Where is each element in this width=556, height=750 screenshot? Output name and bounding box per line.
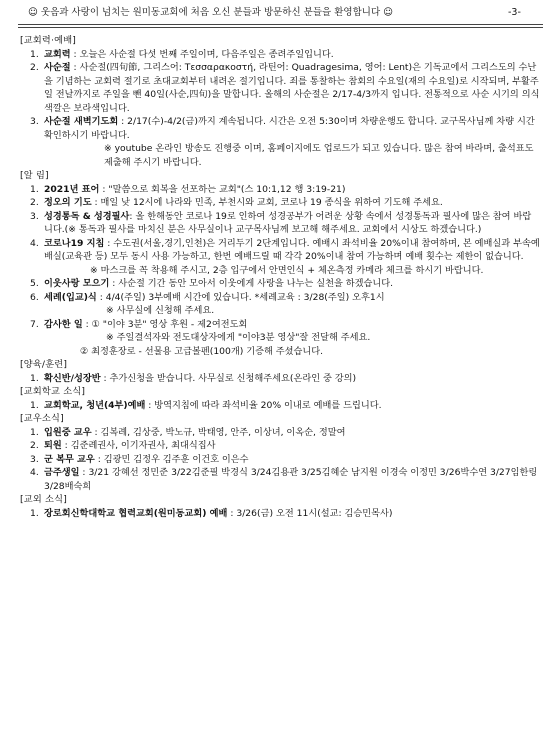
nurture-section xyxy=(20,358,540,385)
list-item xyxy=(30,210,540,237)
item-number: 2. xyxy=(30,440,39,451)
section-title: [교회력·예배] xyxy=(20,35,77,46)
item-term: 2021년 표어 xyxy=(44,183,100,195)
thanks-note: ※ 주일결석자와 전도대상자에게 "이야3분 영상"잘 전달해 주세요. xyxy=(106,332,371,343)
list-item xyxy=(30,115,540,142)
header-rule-bottom xyxy=(18,27,543,28)
page-header xyxy=(0,6,556,20)
item-number: 1. xyxy=(30,426,39,438)
item-number: 7. xyxy=(30,318,39,330)
item-text: : 매일 낮 12시에 나라와 민족, 부천시와 교회, 코로나 19 종식을 위하여 기도해 주세요. xyxy=(91,197,443,208)
item-number: 4. xyxy=(30,237,39,249)
school-section xyxy=(20,385,540,412)
list-item xyxy=(30,277,540,291)
item-number: 4. xyxy=(30,467,39,478)
list-item xyxy=(30,237,540,264)
item-term: 교회학교, 청년(4부)예배 xyxy=(44,399,146,411)
section-title: [교우소식] xyxy=(20,413,64,424)
item-number: 6. xyxy=(30,291,39,303)
section-title: [알 림] xyxy=(20,170,49,181)
list-item xyxy=(30,196,540,210)
item-number: 2. xyxy=(30,197,39,208)
item-text: : 올 한해동안 코로나 19로 인하여 성경공부가 어려운 상황 속에서 성경통독과 필사에 많은 참여 바랍니다.(※ 통독과 필사를 마치신 분은 사무실이나 교구목사님께 보고해 해주세요. 교회에서 시상도 하겠습니다.) xyxy=(44,210,532,235)
section-title: [양육/훈련] xyxy=(20,359,68,370)
item-number: 1. xyxy=(30,183,39,195)
item-term: 퇴원 xyxy=(44,440,62,451)
item-term: 입원중 교우 xyxy=(44,426,92,438)
note-text: ※ youtube 온라인 방송도 진행중 이며, 홈페이지에도 업로드가 되고 있습니다. 많은 참여 바라며, 출석표도 제출해 주시기 바랍니다. xyxy=(104,143,534,168)
item-text: : 방역지침에 따라 좌석비율 20% 이내로 예배를 드립니다. xyxy=(145,399,382,411)
item-text: : 사순절(四旬節, 그리스어: Τεσσαρακοστή, 라틴어: Quadragesima, 영어: Lent)은 기독교에서 그리스도의 수난을 기념하는 교회력 절기로 초대교회부터 내려온 절기입니다. 죄를 통찰하는 참회의 수요일(재의 수요일)로 시작되며, 부활주일 전날까지로 주일을 뺀 40일(사순,四旬)을 말합니다. 올해의 사순절은 2/17-4/3까지 입니다. 전통적으로 사순 시기의 의식 색깔은 보라색입니다. xyxy=(44,62,540,114)
item-number: 1. xyxy=(30,372,39,384)
item-term: 교회력 xyxy=(44,48,71,60)
thanks-item-2: ② 최정훈장로 - 선물용 고급볼펜(100개) 기증해 주셨습니다. xyxy=(80,345,324,357)
item-text: : 사순절 기간 동안 모아서 이웃에게 사랑을 나누는 실천을 하겠습니다. xyxy=(109,278,394,289)
covid-note: ※ 마스크를 꼭 착용해 주시고, 2층 입구에서 안면인식 + 체온측정 카메라 체크를 하시기 바랍니다. xyxy=(90,264,484,276)
item-text: : 2/17(수)-4/2(금)까지 계속됩니다. 시간은 오전 5:30이며 차량운행도 합니다. 교구목사님께 차량 시간 확인하시기 바랍니다. xyxy=(44,116,535,141)
baptism-note: ※ 사무실에 신청해 주세요. xyxy=(106,305,215,316)
item-text: : 김광민 김정우 김주훈 이건호 이은수 xyxy=(94,453,249,465)
list-item xyxy=(30,466,540,493)
item-text: : "말씀으로 회복을 선포하는 교회"(스 10:1,12 행 3:19-21) xyxy=(99,183,346,195)
item-term: 사순절 새벽기도회 xyxy=(44,116,119,127)
members-section xyxy=(20,412,540,493)
item-number: 1. xyxy=(30,48,39,60)
item-term: 금주생일 xyxy=(44,467,80,478)
item-number: 3. xyxy=(30,116,39,127)
item-text: : 추가신청을 받습니다. 사무실로 신청해주세요(온라인 중 강의) xyxy=(100,372,357,384)
list-item xyxy=(30,318,540,332)
item-term: 장로회신학대학교 협력교회(원미동교회) 예배 xyxy=(44,507,228,519)
item-term: 정오의 기도 xyxy=(44,197,92,208)
item-term: 사순절 xyxy=(44,62,71,73)
section-title: [교회학교 소식] xyxy=(20,386,86,397)
list-item xyxy=(30,291,540,305)
item-term: 세례(입교)식 xyxy=(44,291,97,303)
item-text: : 3/26(금) 오전 11시(설교: 김승민목사) xyxy=(227,507,393,519)
item-number: 3. xyxy=(30,453,39,465)
header-rule-top xyxy=(18,24,543,25)
item-text: : 오늘은 사순절 다섯 번째 주일이며, 다음주일은 종려주일입니다. xyxy=(70,48,334,60)
item-term: 이웃사랑 모으기 xyxy=(44,278,110,289)
item-term: 군 복무 교우 xyxy=(44,453,95,465)
item-number: 3. xyxy=(30,210,39,222)
list-item xyxy=(30,426,540,440)
item-text: : 4/4(주일) 3부예배 시간에 있습니다. *세례교육 : 3/28(주일) 오후1시 xyxy=(96,291,385,303)
list-item xyxy=(30,48,540,62)
item-number: 5. xyxy=(30,278,39,289)
notices-section xyxy=(20,169,540,358)
bulletin-content xyxy=(20,34,540,520)
item-number: 1. xyxy=(30,399,39,411)
list-item xyxy=(30,61,540,115)
list-item xyxy=(30,399,540,413)
item-text: : 3/21 강혜선 정민준 3/22김준필 박경식 3/24김용관 3/25김혜순 남지원 이경숙 이정민 3/26박수연 3/27임한링 3/28배숙희 xyxy=(44,467,538,492)
welcome-message: ☺ 웃음과 사랑이 넘치는 원미동교회에 처음 오신 분들과 방문하신 분들을 환영합니다 ☺ xyxy=(28,7,394,18)
item-text: : ① "이야 3분" 영상 후원 - 제2여전도회 xyxy=(82,318,248,330)
item-text: : 김준례권사, 이기자권사, 최대식집사 xyxy=(61,440,216,451)
page-number: -3- xyxy=(508,7,521,18)
list-item xyxy=(30,439,540,453)
list-item xyxy=(30,507,540,521)
item-term: 성경통독 & 성경필사 xyxy=(44,210,130,222)
external-section xyxy=(20,493,540,520)
item-number: 2. xyxy=(30,62,39,73)
list-item xyxy=(30,453,540,467)
section-title: [교외 소식] xyxy=(20,494,67,505)
item-term: 코로나19 지침 xyxy=(44,237,105,249)
list-item xyxy=(30,372,540,386)
item-text: : 김복례, 김상중, 박노규, 박태영, 안주, 이상녀, 이옥순, 정말여 xyxy=(91,426,346,438)
item-number: 1. xyxy=(30,507,39,519)
item-term: 확신반/성장반 xyxy=(44,372,101,384)
liturgy-section xyxy=(20,34,540,169)
item-text: : 수도권(서울,경기,인천)은 거리두기 2단계입니다. 예배시 좌석비율 20%이내 참여하며, 본 예배실과 부속예배실(교육관 등) 모두 동시 사용 가능하고, 한번 예배드릴 때 각각 20%이내 참여 가능하며 예배 횟수는 제한이 없습니다. xyxy=(44,237,540,262)
item-term: 감사한 일 xyxy=(44,318,83,330)
list-item xyxy=(30,183,540,197)
